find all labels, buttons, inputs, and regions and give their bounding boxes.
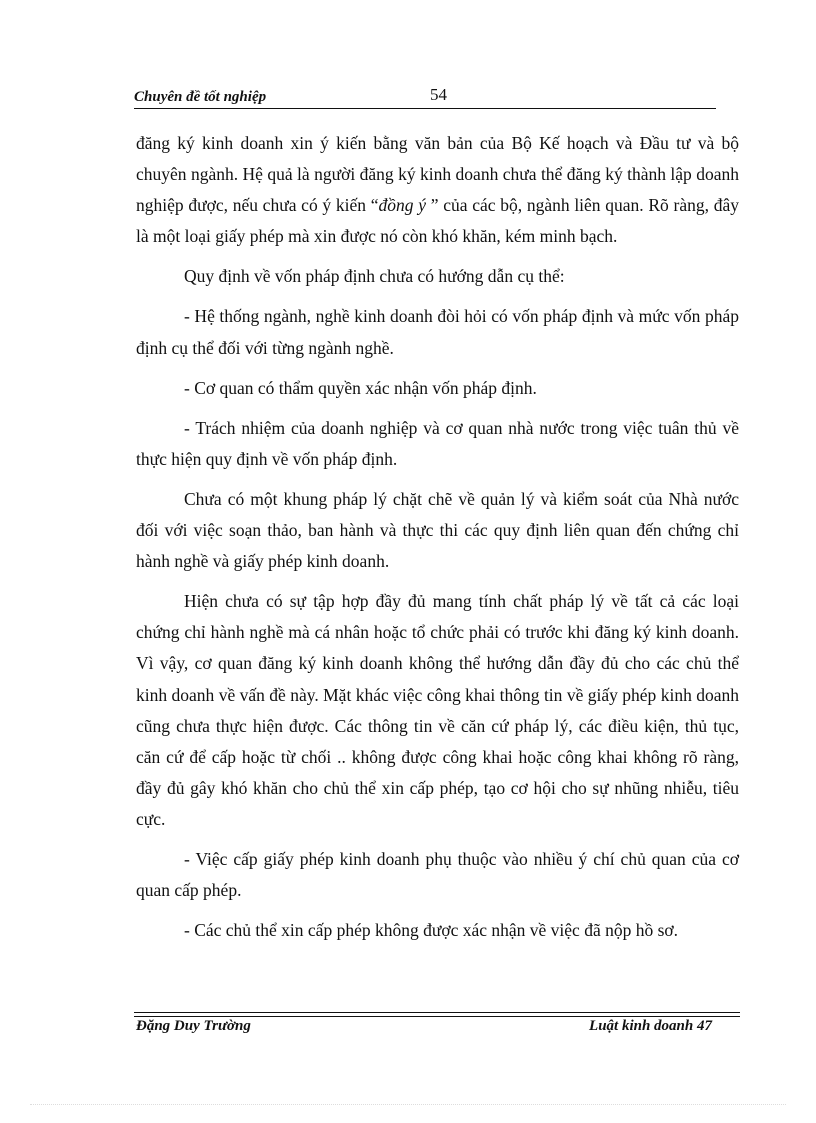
page-header — [134, 84, 716, 109]
paragraph-legal-framework: Chưa có một khung pháp lý chặt chẽ về quản lý và kiểm soát của Nhà nước đối với việc soạn thảo, ban hành và thực thi các quy định liên quan đến chứng chỉ hành nghề và giấy phép kinh doanh. — [136, 488, 739, 572]
bullet-competent-authority: - Cơ quan có thẩm quyền xác nhận vốn pháp định. — [184, 377, 537, 398]
footer-author: Đặng Duy Trường — [136, 1018, 251, 1034]
paragraph-text: ” của các bộ, ngành liên quan. Rõ ràng, đây là một loại giấy phép mà xin được nó còn khó khăn, kém minh bạch. — [136, 195, 739, 247]
bullet-responsibility: - Trách nhiệm của doanh nghiệp và cơ quan nhà nước trong việc tuân thủ về thực hiện quy định về vốn pháp định. — [136, 417, 739, 469]
paragraph-capital-intro: Quy định về vốn pháp định chưa có hướng dẫn cụ thể: — [184, 266, 565, 287]
document-body — [136, 128, 739, 955]
bullet-industry-system: - Hệ thống ngành, nghề kinh doanh đòi hỏi có vốn pháp định và mức vốn pháp định cụ thể đối với từng ngành nghề. — [136, 306, 739, 358]
page-bottom-divider — [30, 1104, 786, 1105]
quoted-emphasis: đồng ý — [378, 195, 426, 216]
footer-rule — [134, 1012, 740, 1017]
paragraph-text: đăng ký kinh doanh xin ý kiến bằng văn bản của Bộ Kế hoạch và Đầu tư và bộ chuyên ngành. Hệ quả là người đăng ký kinh doanh chưa thể đăng ký thành lập doanh nghiệp được, nếu chưa có ý kiến “ — [136, 133, 739, 216]
header-title: Chuyên đề tốt nghiệp — [134, 89, 267, 105]
bullet-no-receipt: - Các chủ thể xin cấp phép không được xác nhận về việc đã nộp hồ sơ. — [184, 920, 679, 941]
bullet-licensing-subjective: - Việc cấp giấy phép kinh doanh phụ thuộc vào nhiều ý chí chủ quan của cơ quan cấp phép. — [136, 848, 739, 901]
paragraph-certificates: Hiện chưa có sự tập hợp đầy đủ mang tính chất pháp lý về tất cả các loại chứng chỉ hành nghề mà cá nhân hoặc tổ chức phải có trước khi đăng ký kinh doanh. Vì vậy, cơ quan đăng ký kinh doanh không thể hướng dẫn đầy đủ cho các chủ thể kinh doanh về vấn đề này. Mặt khác việc công khai thông tin về giấy phép kinh doanh cũng chưa thực hiện được. Các thông tin về căn cứ pháp lý, các điều kiện, thủ tục, căn cứ để cấp hoặc từ chối .. không được công khai hoặc công khai không rõ ràng, đầy đủ gây khó khăn cho chủ thể xin cấp phép, tạo cơ hội cho sự nhũng nhiễu, tiêu cực. — [136, 591, 739, 829]
paragraph-continuation — [136, 128, 739, 252]
footer-class: Luật kinh doanh 47 — [589, 1018, 712, 1034]
page-number: 54 — [430, 85, 447, 104]
